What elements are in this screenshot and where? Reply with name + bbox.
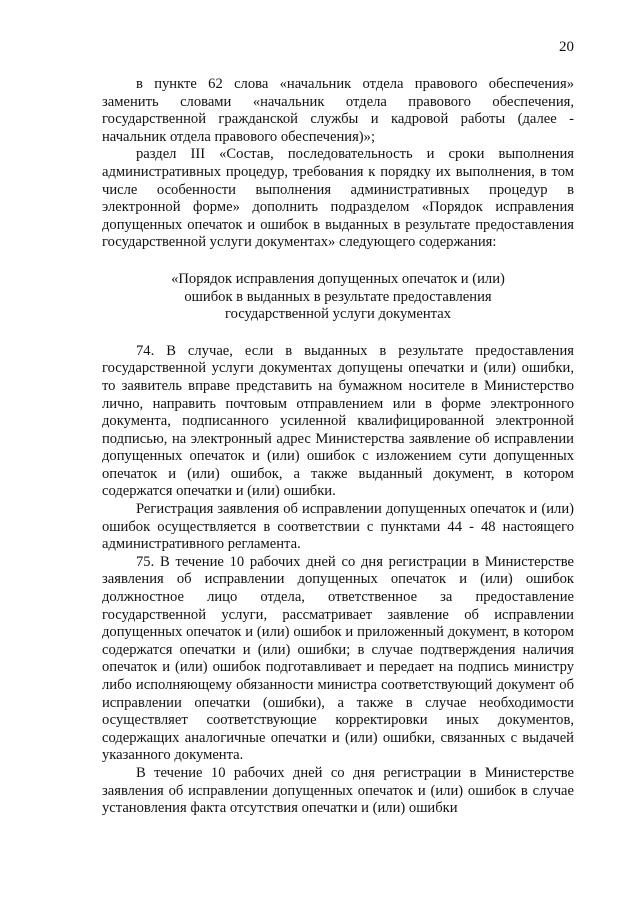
paragraph: 75. В течение 10 рабочих дней со дня регистрации в Министерстве заявления об исправлении допущенных опечаток и (или) ошибок должностное лицо отдела, ответственное за предоставление государственной услуги, рассматривает заявление об исправлении допущенных опечаток и (или) ошибок и приложенный документ, в котором содержатся опечатки и (или) ошибки; в случае подтверждения наличия опечаток и (или) ошибок подготавливает и передает на подпись министру либо исполняющему обязанности министра соответствующий документ об исправлении опечатки (ошибки), а также в случае необходимости осуществляет соответствующие корректировки иных документов, содержащих аналогичные опечатки и (или) ошибки, связанных с выдачей указанного документа. bbox=[102, 553, 574, 764]
paragraph: 74. В случае, если в выданных в результате предоставления государственной услуги документах допущены опечатки и (или) ошибки, то заявитель вправе представить на бумажном носителе в Министерство лично, направить почтовым отправлением или в форме электронного документа, подписанного усиленной квалифицированной электронной подписью, на электронный адрес Министерства заявление об исправлении допущенных опечаток и (или) ошибок с изложением сути допущенных опечаток и (или) ошибок, а также выданный документ, в котором содержатся опечатки и (или) ошибки. bbox=[102, 342, 574, 500]
paragraph: раздел III «Состав, последовательность и сроки выполнения административных процедур, требования к порядку их выполнения, в том числе особенности выполнения административных процедур в электронной форме» дополнить подразделом «Порядок исправления допущенных опечаток и ошибок в выданных в результате предоставления государственной услуги документах» следующего содержания: bbox=[102, 146, 574, 251]
paragraph: в пункте 62 слова «начальник отдела правового обеспечения» заменить словами «начальник отдела правового обеспечения, государственной гражданской службы и кадровой работы (далее - начальник отдела правового обеспечения)»; bbox=[102, 76, 574, 145]
document-body bbox=[102, 76, 574, 818]
paragraph: Регистрация заявления об исправлении допущенных опечаток и (или) ошибок осуществляется в соответствии с пунктами 44 - 48 настоящего административного регламента. bbox=[102, 501, 574, 553]
page-number: 20 bbox=[559, 39, 574, 55]
heading-line: ошибок в выданных в результате предоставления bbox=[184, 288, 492, 305]
heading-line: «Порядок исправления допущенных опечаток и (или) bbox=[171, 270, 505, 287]
heading-line: государственной услуги документах bbox=[224, 306, 452, 323]
paragraph: В течение 10 рабочих дней со дня регистрации в Министерстве заявления об исправлении допущенных опечаток и (или) ошибок в случае установления факта отсутствия опечатки и (или) ошибки bbox=[102, 764, 574, 817]
subsection-heading bbox=[102, 271, 574, 324]
